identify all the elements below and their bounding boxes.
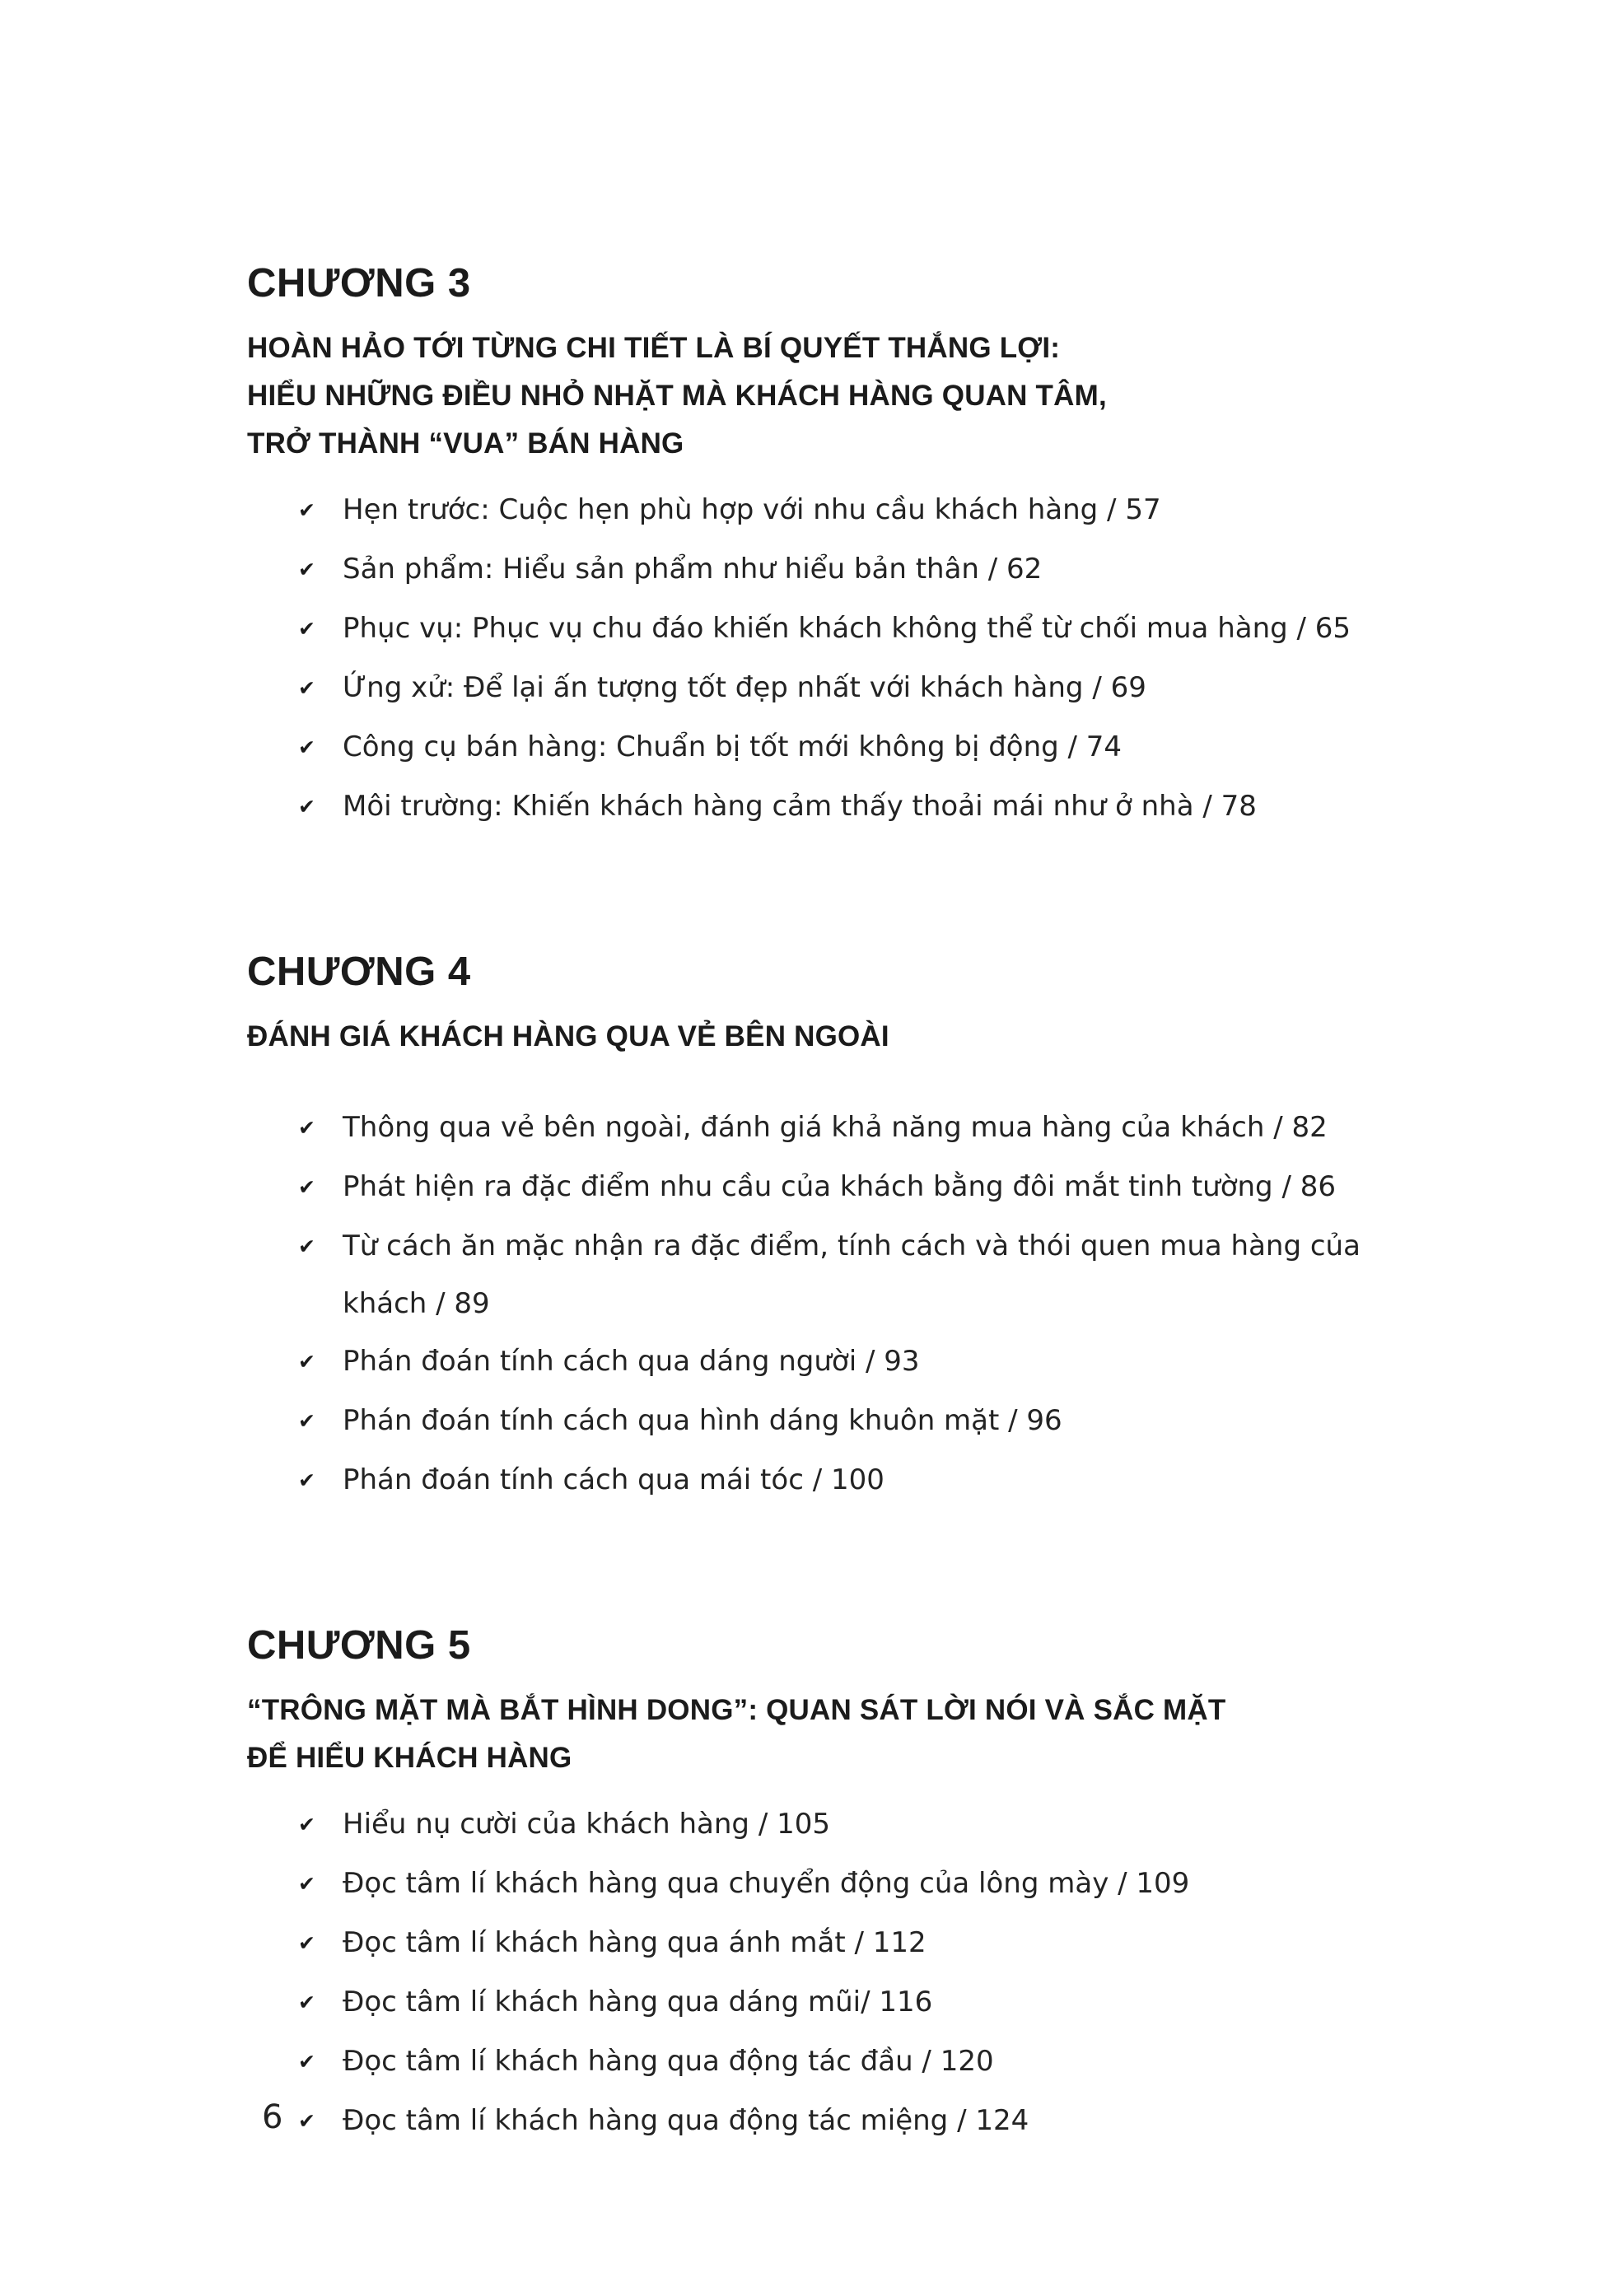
toc-item-text: Môi trường: Khiến khách hàng cảm thấy thoải mái như ở nhà / 78 (343, 789, 1257, 823)
toc-item-text: Hẹn trước: Cuộc hẹn phù hợp với nhu cầu khách hàng / 57 (343, 492, 1161, 526)
chapter-4-title: CHƯƠNG 4 (247, 949, 471, 994)
toc-item-text: Phát hiện ra đặc điểm nhu cầu của khách bằng đôi mắt tinh tường / 86 (343, 1169, 1336, 1203)
toc-item (298, 1332, 1425, 1392)
check-icon: ✔ (298, 1349, 315, 1374)
toc-item (298, 1217, 1425, 1332)
toc-item-text: Đọc tâm lí khách hàng qua dáng mũi/ 116 (343, 1985, 933, 2018)
toc-item-text: Sản phẩm: Hiểu sản phẩm như hiểu bản thân / 62 (343, 552, 1043, 586)
check-icon: ✔ (298, 1115, 315, 1140)
toc-item-text: Đọc tâm lí khách hàng qua ánh mắt / 112 (343, 1925, 927, 1959)
toc-item (298, 1451, 1425, 1510)
check-icon: ✔ (298, 2049, 315, 2074)
toc-item (298, 1914, 1425, 1973)
toc-item (298, 2032, 1425, 2092)
toc-item (298, 481, 1425, 540)
check-icon: ✔ (298, 1871, 315, 1896)
chapter-3-item-list (247, 481, 1425, 837)
chapter-3-subtitle (247, 324, 1425, 468)
toc-item-text: Hiểu nụ cười của khách hàng / 105 (343, 1807, 830, 1841)
page-number: 6 (262, 2098, 283, 2136)
check-icon: ✔ (298, 2108, 315, 2133)
check-icon: ✔ (298, 794, 315, 819)
toc-item-text: Phục vụ: Phục vụ chu đáo khiến khách không thể từ chối mua hàng / 65 (343, 611, 1351, 645)
check-icon: ✔ (298, 497, 315, 522)
check-icon: ✔ (298, 675, 315, 700)
check-icon: ✔ (298, 1174, 315, 1199)
chapter-4-subtitle-line: ĐÁNH GIÁ KHÁCH HÀNG QUA VẺ BÊN NGOÀI (247, 1020, 889, 1052)
toc-item-text: Phán đoán tính cách qua mái tóc / 100 (343, 1463, 885, 1496)
chapter-4-item-list (247, 1099, 1425, 1510)
toc-item (298, 1855, 1425, 1914)
chapter-5-subtitle (247, 1687, 1425, 1782)
chapter-3-subtitle-line: HOÀN HẢO TỚI TỪNG CHI TIẾT LÀ BÍ QUYẾT THẮNG LỢI: (247, 331, 1061, 364)
check-icon: ✔ (298, 735, 315, 759)
check-icon: ✔ (298, 1990, 315, 2014)
toc-item (298, 600, 1425, 659)
check-icon: ✔ (298, 616, 315, 641)
toc-item (298, 718, 1425, 777)
toc-item (298, 777, 1425, 837)
toc-item-text: Đọc tâm lí khách hàng qua động tác đầu / 120 (343, 2044, 994, 2078)
toc-item (298, 659, 1425, 718)
toc-item (298, 2092, 1425, 2151)
toc-item (298, 1973, 1425, 2032)
chapter-5-title: CHƯƠNG 5 (247, 1622, 471, 1668)
check-icon: ✔ (298, 557, 315, 581)
toc-item-text: Phán đoán tính cách qua hình dáng khuôn mặt / 96 (343, 1403, 1062, 1437)
check-icon: ✔ (298, 1234, 315, 1258)
toc-item (298, 540, 1425, 600)
chapter-4-section (247, 950, 1425, 1510)
chapter-5-section (247, 1624, 1425, 2151)
toc-item (298, 1158, 1425, 1217)
toc-item-text: Đọc tâm lí khách hàng qua động tác miệng / 124 (343, 2103, 1029, 2137)
chapter-4-subtitle (247, 1013, 1425, 1061)
toc-content (247, 262, 1425, 2151)
chapter-3-subtitle-line: HIỂU NHỮNG ĐIỀU NHỎ NHẶT MÀ KHÁCH HÀNG QUAN TÂM, (247, 379, 1107, 412)
toc-item-text: Đọc tâm lí khách hàng qua chuyển động của lông mày / 109 (343, 1866, 1190, 1900)
check-icon: ✔ (298, 1408, 315, 1433)
toc-item (298, 1795, 1425, 1855)
toc-item (298, 1392, 1425, 1451)
chapter-5-subtitle-line: “TRÔNG MẶT MÀ BẮT HÌNH DONG”: QUAN SÁT LỜI NÓI VÀ SẮC MẶT (247, 1693, 1226, 1726)
chapter-5-subtitle-line: ĐỂ HIỂU KHÁCH HÀNG (247, 1741, 572, 1774)
chapter-3-section (247, 262, 1425, 837)
toc-item-text: Ứng xử: Để lại ấn tượng tốt đẹp nhất với khách hàng / 69 (343, 670, 1146, 704)
toc-item-text: Phán đoán tính cách qua dáng người / 93 (343, 1344, 920, 1378)
toc-item-text: Từ cách ăn mặc nhận ra đặc điểm, tính cách và thói quen mua hàng của khách / 89 (343, 1229, 1361, 1320)
check-icon: ✔ (298, 1468, 315, 1492)
chapter-5-item-list (247, 1795, 1425, 2151)
toc-item-text: Công cụ bán hàng: Chuẩn bị tốt mới không bị động / 74 (343, 730, 1123, 763)
toc-item-text: Thông qua vẻ bên ngoài, đánh giá khả năng mua hàng của khách / 82 (343, 1110, 1328, 1144)
chapter-3-title: CHƯƠNG 3 (247, 261, 471, 306)
chapter-3-subtitle-line: TRỞ THÀNH “VUA” BÁN HÀNG (247, 427, 684, 460)
check-icon: ✔ (298, 1812, 315, 1836)
check-icon: ✔ (298, 1930, 315, 1955)
toc-item (298, 1099, 1425, 1158)
